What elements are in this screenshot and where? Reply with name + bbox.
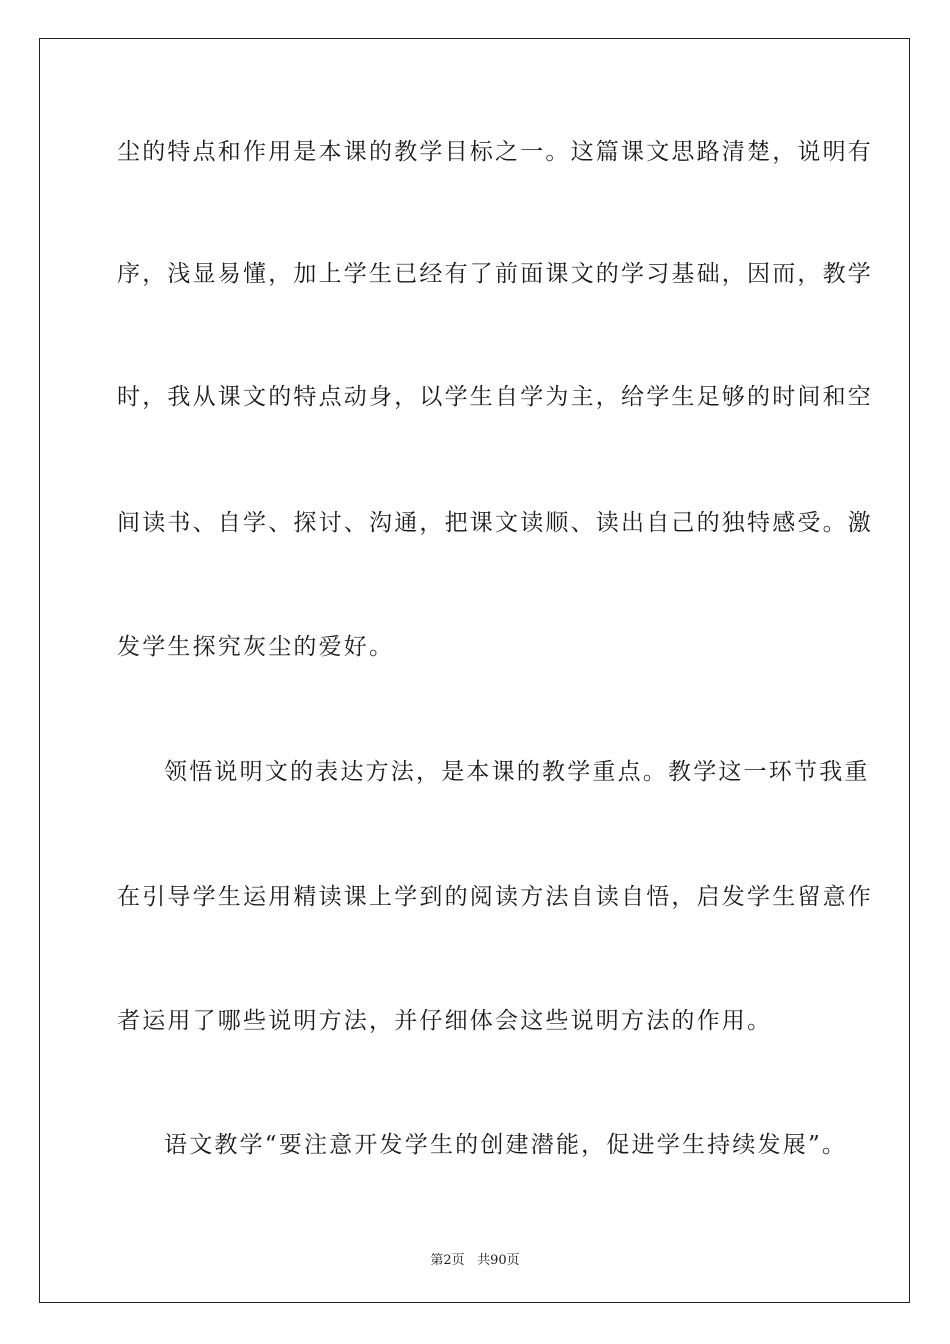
paragraph-first-line: 领悟说明文的表达方法，是本课的教学重点。教学这一环节我重 bbox=[164, 759, 870, 785]
text-line: 尘的特点和作用是本课的教学目标之一。这篇课文思路清楚，说明有 bbox=[117, 139, 873, 165]
page-frame bbox=[39, 38, 910, 1303]
current-page-label: 第2页 bbox=[430, 1253, 465, 1268]
paragraph-first-line: 语文教学“要注意开发学生的创建潜能，促进学生持续发展”。 bbox=[164, 1132, 848, 1158]
text-line: 间读书、自学、探讨、沟通，把课文读顺、读出自己的独特感受。激 bbox=[117, 510, 873, 536]
text-line: 发学生探究灰尘的爱好。 bbox=[117, 634, 395, 660]
text-line: 在引导学生运用精读课上学到的阅读方法自读自悟，启发学生留意作 bbox=[117, 884, 873, 910]
text-line: 序，浅显易懂，加上学生已经有了前面课文的学习基础，因而，教学 bbox=[117, 261, 873, 287]
text-line: 时，我从课文的特点动身，以学生自学为主，给学生足够的时间和空 bbox=[117, 384, 873, 410]
text-line: 者运用了哪些说明方法，并仔细体会这些说明方法的作用。 bbox=[117, 1008, 773, 1034]
total-pages-label: 共90页 bbox=[477, 1253, 520, 1268]
page-footer bbox=[0, 1249, 950, 1268]
